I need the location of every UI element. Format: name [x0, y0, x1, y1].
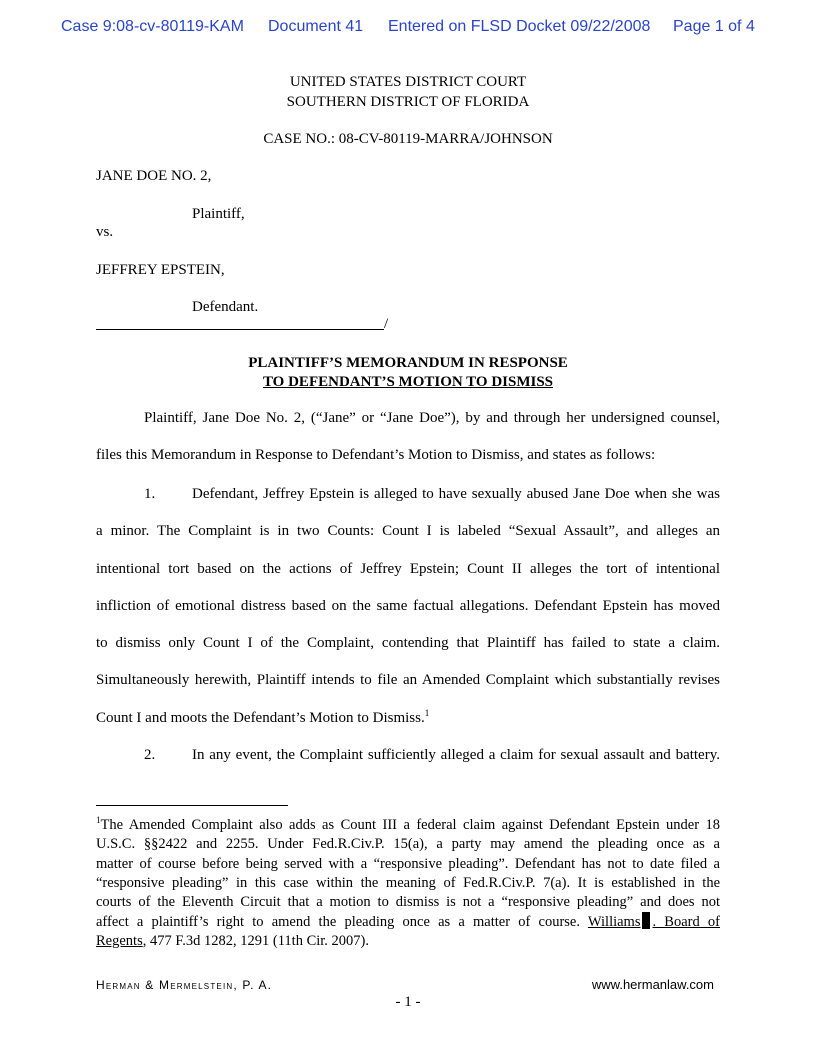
case-number: CASE NO.: 08-CV-80119-MARRA/JOHNSON: [263, 131, 553, 147]
paragraph-line: intentional tort based on the actions of Jeffrey Epstein; Count II alleges the tort of intentional: [96, 560, 720, 577]
footnote-line: “responsive pleading” in this case within the meaning of Fed.R.Civ.P. 7(a). It is established in the: [96, 874, 720, 891]
footnote-reference[interactable]: 1: [424, 707, 430, 718]
intro-line: files this Memorandum in Response to Defendant’s Motion to Dismiss, and states as follows:: [96, 447, 656, 464]
footer-website[interactable]: www.hermanlaw.com: [591, 977, 714, 992]
header-document-number: Document 41: [268, 18, 364, 35]
plaintiff-role: Plaintiff,: [192, 206, 245, 222]
docket-header: [61, 18, 755, 38]
header-entered-date: Entered on FLSD Docket 09/22/2008: [388, 18, 651, 35]
paragraph-line: Simultaneously herewith, Plaintiff intends to file an Amended Complaint which substantially revises: [96, 672, 720, 689]
footnote-line: affect a plaintiff’s right to amend the pleading once as a matter of course. Williams . Board of: [96, 914, 721, 931]
footnote-marker: 1: [96, 815, 101, 826]
paragraph-line: [96, 484, 720, 521]
case-citation-name: Williams . Board of: [587, 914, 721, 931]
caption-divider-line: [96, 329, 384, 330]
footnote-line: Regents, 477 F.3d 1282, 1291 (11th Cir. 2007).: [96, 932, 369, 949]
intro-paragraph: [96, 408, 720, 483]
case-citation-regents: Regents: [96, 932, 143, 949]
paragraph-1-text: Defendant, Jeffrey Epstein is alleged to have sexually abused Jane Doe when she was: [192, 486, 720, 502]
caption-slash: /: [384, 316, 389, 332]
footer-firm-name: Herman & Mermelstein, P. A.: [96, 978, 273, 992]
footnote-1: [96, 816, 720, 951]
footnote-line: U.S.C. §§2422 and 2255. Under Fed.R.Civ.P. 15(a), a party may amend the pleading once as a: [96, 836, 720, 853]
document-title-line2: [96, 372, 720, 392]
paragraph-2-number: 2.: [144, 747, 156, 763]
footnote-line: matter of course before being served with a “responsive pleading”. Defendant has not to date filed a: [96, 855, 720, 872]
document-title-line1: PLAINTIFF’S MEMORANDUM IN RESPONSE: [248, 355, 568, 371]
paragraph-2-text: In any event, the Complaint sufficiently alleged a claim for sexual assault and battery.: [192, 747, 720, 763]
court-district: SOUTHERN DISTRICT OF FLORIDA: [286, 94, 530, 110]
document-title-line2-text: TO DEFENDANT’S MOTION TO DISMISS: [262, 374, 554, 390]
footnote-line: courts of the Eleventh Circuit that a motion to dismiss is not a “responsive pleading” and does not: [96, 894, 720, 911]
page-number: - 1 -: [395, 994, 421, 1010]
paragraph-2: [96, 745, 720, 782]
paragraph-line: [96, 745, 720, 782]
paragraph-1: [96, 484, 720, 745]
paragraph-1-number: 1.: [144, 486, 156, 502]
paragraph-line: infliction of emotional distress based on the same factual allegations. Defendant Epstein has moved: [96, 597, 720, 614]
paragraph-1-last-text: Count I and moots the Defendant’s Motion to Dismiss.: [96, 709, 425, 726]
defendant-name: JEFFREY EPSTEIN,: [96, 262, 225, 278]
plaintiff-name: JANE DOE NO. 2,: [96, 168, 212, 184]
paragraph-line: [96, 708, 720, 745]
header-page-count: Page 1 of 4: [673, 18, 755, 35]
header-case-number: Case 9:08-cv-80119-KAM: [61, 18, 244, 35]
versus: vs.: [96, 224, 114, 240]
paragraph-line: to dismiss only Count I of the Complaint, contending that Plaintiff has failed to state a claim.: [96, 635, 720, 652]
paragraph-line: a minor. The Complaint is in two Counts: Count I is labeled “Sexual Assault”, and alleges an: [96, 523, 720, 540]
footnote-separator: [96, 805, 288, 806]
defendant-role: Defendant.: [192, 299, 259, 315]
footnote-line: $^1$The Amended Complaint also adds as Count III a federal claim against Defendant Epstein under 18: [96, 815, 720, 833]
court-name: UNITED STATES DISTRICT COURT: [289, 74, 527, 90]
redaction-block: [642, 912, 650, 929]
intro-line: Plaintiff, Jane Doe No. 2, (“Jane” or “Jane Doe”), by and through her undersigned counsel,: [144, 410, 720, 426]
